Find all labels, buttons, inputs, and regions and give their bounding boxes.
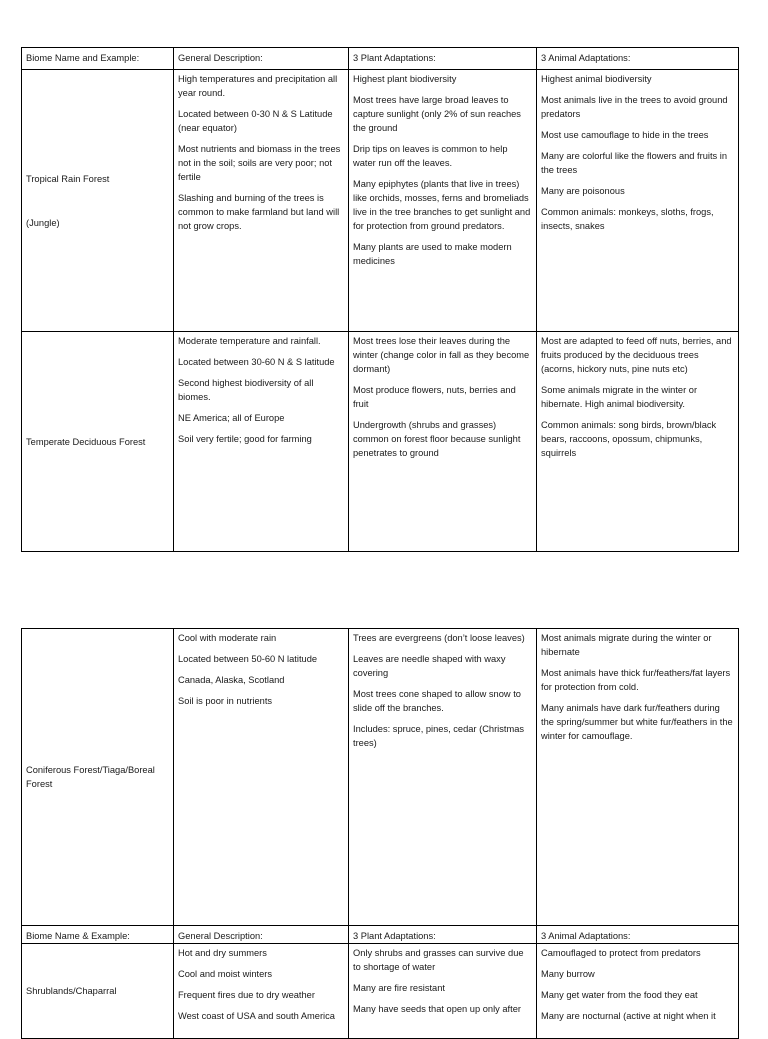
plant-adaptation-item: Only shrubs and grasses can survive due to shortage of water <box>353 948 524 972</box>
header-animal-adaptations: 3 Animal Adaptations: <box>537 926 739 944</box>
animal-adaptations-cell <box>537 70 739 332</box>
plant-adaptation-item: Many epiphytes (plants that live in trees) like orchids, mosses, ferns and bromeliads live in the tree branches to get sunlight and for protection from ground predators. <box>353 179 531 231</box>
description-item: Soil very fertile; good for farming <box>178 434 312 444</box>
description-cell <box>174 944 349 1039</box>
biome-table-1 <box>21 47 739 552</box>
description-item: Most nutrients and biomass in the trees not in the soil; soils are very poor; not fertile <box>178 144 341 182</box>
animal-adaptation-item: Most use camouflage to hide in the trees <box>541 130 709 140</box>
plant-adaptation-item: Most produce flowers, nuts, berries and fruit <box>353 385 516 409</box>
animal-adaptation-item: Most are adapted to feed off nuts, berries, and fruits produced by the deciduous trees (acorns, hickory nuts, pine nuts etc) <box>541 336 732 374</box>
table-header-row <box>22 48 739 70</box>
description-item: Located between 30-60 N & S latitude <box>178 357 335 367</box>
description-item: Cool with moderate rain <box>178 633 277 643</box>
animal-adaptation-item: Many are nocturnal (active at night when it <box>541 1011 716 1021</box>
description-item: Located between 0-30 N & S Latitude (near equator) <box>178 109 333 133</box>
plant-adaptation-item: Undergrowth (shrubs and grasses) common on forest floor because sunlight penetrates to ground <box>353 420 521 458</box>
plant-adaptation-item: Trees are evergreens (don’t loose leaves) <box>353 633 525 643</box>
plant-adaptation-item: Drip tips on leaves is common to help water run off the leaves. <box>353 144 508 168</box>
header-general-description: General Description: <box>174 926 349 944</box>
plant-adaptations-cell <box>349 629 537 926</box>
biome-name-cell <box>22 629 174 926</box>
header-general-description: General Description: <box>174 48 349 70</box>
animal-adaptation-item: Some animals migrate in the winter or hibernate. High animal biodiversity. <box>541 385 698 409</box>
plant-adaptations-cell <box>349 944 537 1039</box>
animal-adaptation-item: Many get water from the food they eat <box>541 990 698 1000</box>
description-item: NE America; all of Europe <box>178 413 285 423</box>
animal-adaptation-item: Most animals have thick fur/feathers/fat layers for protection from cold. <box>541 668 731 692</box>
description-item: Cool and moist winters <box>178 969 273 979</box>
plant-adaptation-item: Many have seeds that open up only after <box>353 1004 521 1014</box>
biome-example: (Jungle) <box>26 217 60 228</box>
animal-adaptations-cell <box>537 944 739 1039</box>
biome-name: Shrublands/Chaparral <box>26 986 117 996</box>
biome-name-cell <box>22 332 174 552</box>
table-row-temperate-deciduous-forest <box>22 332 739 552</box>
description-item: Slashing and burning of the trees is common to make farmland but land will not grow crops. <box>178 193 340 231</box>
table-row-coniferous-forest <box>22 629 739 926</box>
animal-adaptation-item: Most animals live in the trees to avoid ground predators <box>541 95 728 119</box>
plant-adaptation-item: Most trees have large broad leaves to capture sunlight (only 2% of sun reaches the ground <box>353 95 521 133</box>
header-biome-name: Biome Name & Example: <box>22 926 174 944</box>
description-item: Soil is poor in nutrients <box>178 696 273 706</box>
plant-adaptation-item: Includes: spruce, pines, cedar (Christmas trees) <box>353 724 525 748</box>
animal-adaptation-item: Many burrow <box>541 969 595 979</box>
animal-adaptation-item: Common animals: song birds, brown/black bears, raccoons, opossum, chipmunks, squirrels <box>541 420 717 458</box>
plant-adaptation-item: Many are fire resistant <box>353 983 445 993</box>
description-item: Canada, Alaska, Scotland <box>178 675 285 685</box>
description-cell <box>174 629 349 926</box>
plant-adaptations-cell <box>349 332 537 552</box>
animal-adaptation-item: Many animals have dark fur/feathers during the spring/summer but white fur/feathers in the winter for camouflage. <box>541 703 733 741</box>
biome-name: Coniferous Forest/Tiaga/Boreal Forest <box>26 765 155 789</box>
animal-adaptation-item: Highest animal biodiversity <box>541 74 652 84</box>
plant-adaptation-item: Many plants are used to make modern medicines <box>353 242 512 266</box>
header-plant-adaptations: 3 Plant Adaptations: <box>349 48 537 70</box>
description-cell <box>174 70 349 332</box>
biome-name: Tropical Rain Forest <box>26 173 110 184</box>
animal-adaptation-item: Common animals: monkeys, sloths, frogs, insects, snakes <box>541 207 714 231</box>
animal-adaptation-item: Many are poisonous <box>541 186 625 196</box>
description-item: Second highest biodiversity of all biomes. <box>178 378 314 402</box>
plant-adaptation-item: Leaves are needle shaped with waxy covering <box>353 654 506 678</box>
biome-table-2 <box>21 628 739 1039</box>
biome-name-cell <box>22 944 174 1039</box>
animal-adaptations-cell <box>537 332 739 552</box>
biome-name-cell <box>22 70 174 332</box>
plant-adaptations-cell <box>349 70 537 332</box>
header-plant-adaptations: 3 Plant Adaptations: <box>349 926 537 944</box>
plant-adaptation-item: Most trees lose their leaves during the winter (change color in fall as they become dormant) <box>353 336 530 374</box>
header-biome-name: Biome Name and Example: <box>22 48 174 70</box>
description-item: Located between 50-60 N latitude <box>178 654 318 664</box>
animal-adaptation-item: Most animals migrate during the winter or hibernate <box>541 633 712 657</box>
animal-adaptation-item: Camouflaged to protect from predators <box>541 948 701 958</box>
biome-name: Temperate Deciduous Forest <box>26 436 146 447</box>
description-cell <box>174 332 349 552</box>
description-item: High temperatures and precipitation all year round. <box>178 74 338 98</box>
description-item: Hot and dry summers <box>178 948 267 958</box>
description-item: Moderate temperature and rainfall. <box>178 336 321 346</box>
description-item: West coast of USA and south America <box>178 1011 335 1021</box>
animal-adaptation-item: Many are colorful like the flowers and fruits in the trees <box>541 151 728 175</box>
plant-adaptation-item: Highest plant biodiversity <box>353 74 457 84</box>
plant-adaptation-item: Most trees cone shaped to allow snow to slide off the branches. <box>353 689 521 713</box>
description-item: Frequent fires due to dry weather <box>178 990 315 1000</box>
table-header-row <box>22 926 739 944</box>
table-row-tropical-rain-forest <box>22 70 739 332</box>
animal-adaptations-cell <box>537 629 739 926</box>
table-row-shrublands-chaparral <box>22 944 739 1039</box>
header-animal-adaptations: 3 Animal Adaptations: <box>537 48 739 70</box>
